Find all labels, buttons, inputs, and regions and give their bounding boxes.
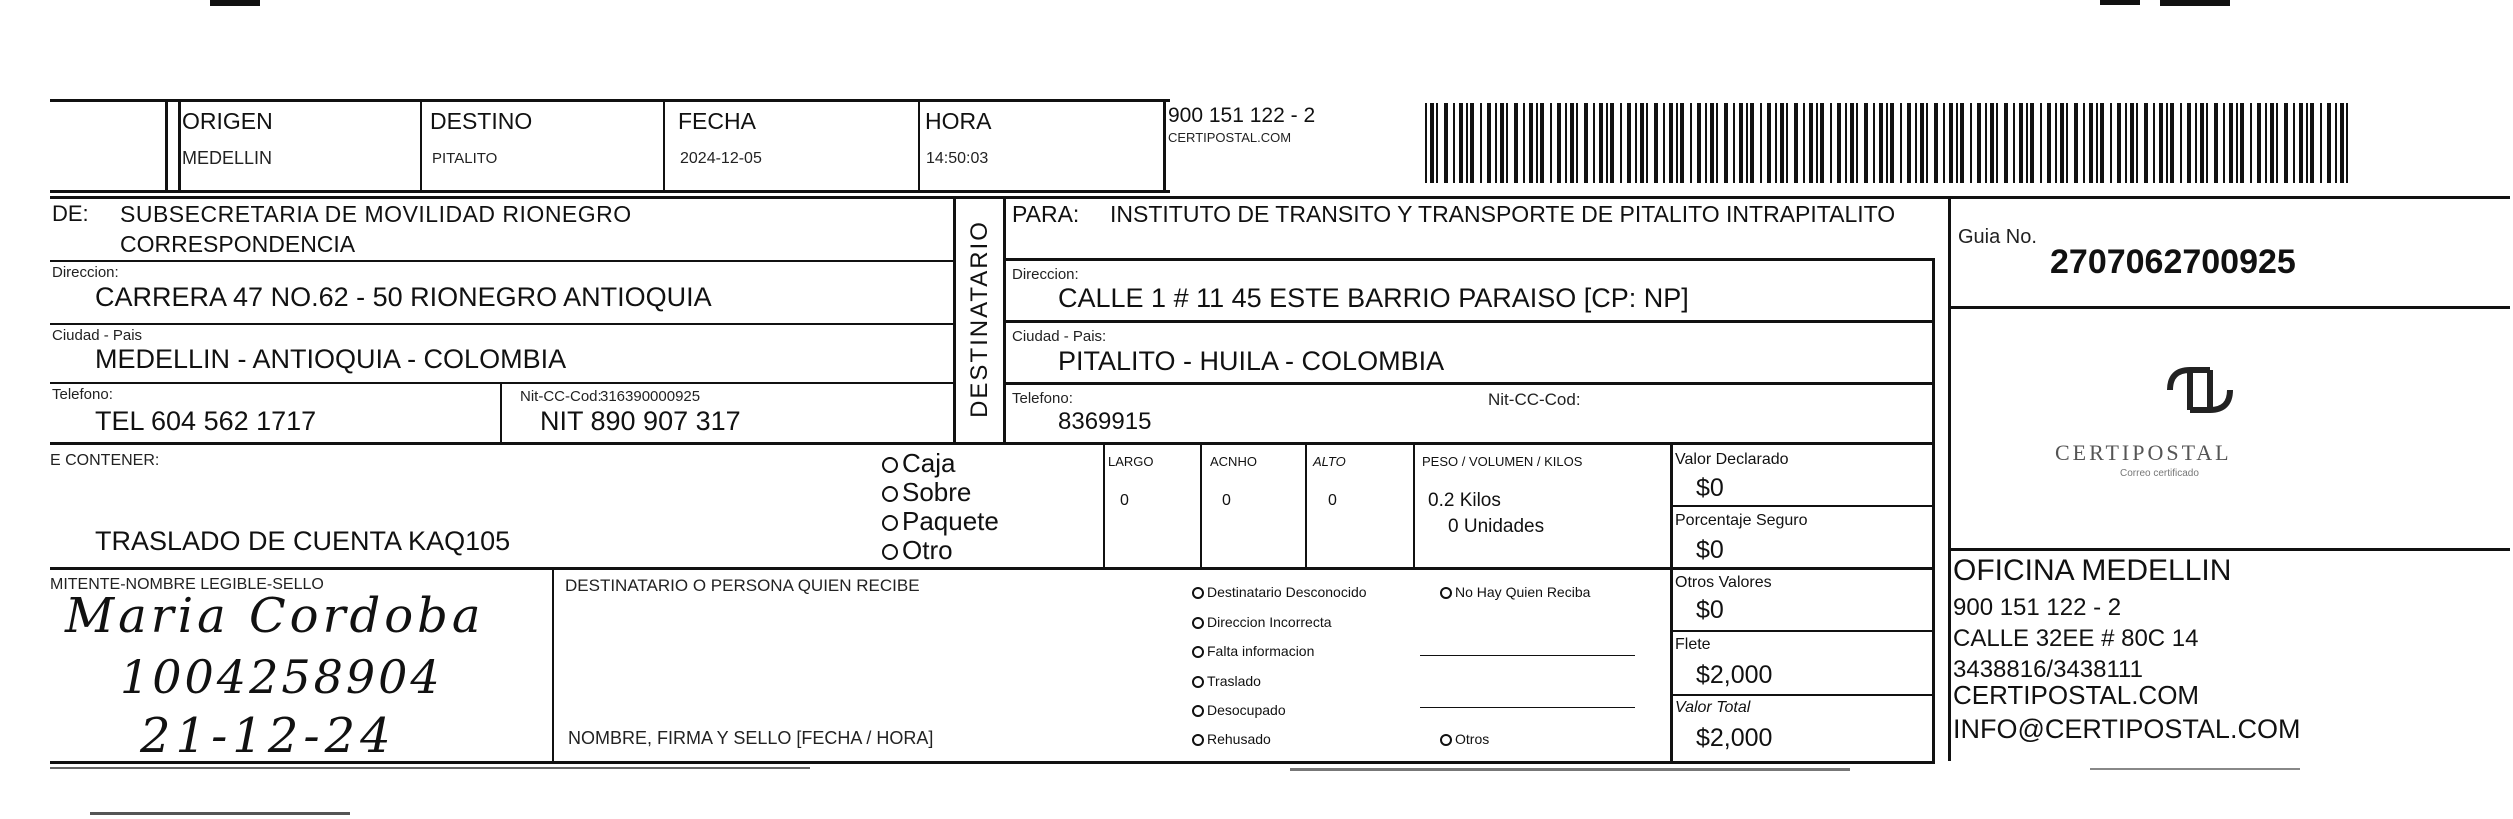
peso-value: 0.2 Kilos (1428, 490, 1501, 511)
remitente-label: MITENTE-NOMBRE LEGIBLE-SELLO (50, 576, 324, 593)
radio-icon (1192, 705, 1204, 717)
sender-address-label: Direccion: (52, 264, 119, 281)
barcode-bar (1506, 103, 1508, 183)
barcode-bar (1680, 103, 1684, 183)
barcode-bar (1663, 103, 1665, 183)
barcode-bar (2159, 103, 2163, 183)
alto-value: 0 (1328, 492, 1337, 509)
barcode-bar (1775, 103, 1777, 183)
barcode-bar (2170, 103, 2174, 183)
guia-box-divider (1948, 306, 2510, 309)
reason-label: Falta informacion (1207, 643, 1315, 659)
reason-label: Destinatario Desconocido (1207, 584, 1367, 600)
barcode-bar (1820, 103, 1824, 183)
reason-direccion-incorrecta[interactable] (1192, 614, 1332, 630)
values-divider (1670, 630, 1935, 632)
header-top-border (50, 99, 1170, 102)
sender-row-divider (50, 323, 955, 325)
barcode-bar (1990, 103, 1994, 183)
guia-box-top (1950, 196, 2510, 199)
header-bottom-border (50, 190, 1170, 193)
barcode-bar (1620, 103, 1622, 183)
scan-mark (50, 767, 810, 769)
barcode-bar (2074, 103, 2078, 183)
barcode-bar (1907, 103, 1911, 183)
barcode-bar (1495, 103, 1497, 183)
barcode-bar (1599, 103, 1603, 183)
barcode-bar (1487, 103, 1491, 183)
dim-divider (1670, 444, 1673, 764)
barcode-bar (2026, 103, 2028, 183)
recipient-address: CALLE 1 # 11 45 ESTE BARRIO PARAISO [CP: NP] (1058, 283, 1689, 313)
barcode-bar (1459, 103, 1463, 183)
barcode-bar (1934, 103, 1938, 183)
barcode-bar (2040, 103, 2042, 183)
barcode-bar (1850, 103, 1854, 183)
seguro-label: Porcentaje Seguro (1675, 512, 1808, 529)
declarado-label: Valor Declarado (1675, 451, 1789, 468)
option-sobre[interactable] (882, 477, 971, 508)
sender-address: CARRERA 47 NO.62 - 50 RIONEGRO ANTIOQUIA (95, 282, 712, 312)
barcode-bar (1466, 103, 1468, 183)
barcode-bar (2089, 103, 2093, 183)
barcode-bar (1430, 103, 1434, 183)
recipient-nit-label: Nit-CC-Cod: (1488, 390, 1581, 409)
barcode-bar (2066, 103, 2068, 183)
sender-nit-code: 316390000925 (600, 388, 701, 405)
barcode-bar (2270, 103, 2274, 183)
total-value: $2,000 (1696, 724, 1773, 752)
barcode-bar (1690, 103, 1692, 183)
radio-icon (1192, 734, 1204, 746)
company-web: CERTIPOSTAL.COM (1168, 130, 1292, 145)
otros-label: Otros Valores (1675, 574, 1772, 591)
ancho-label: ACNHO (1210, 454, 1257, 469)
barcode-bar (1646, 103, 1648, 183)
barcode-bar (1845, 103, 1847, 183)
certipostal-logo-icon (2160, 360, 2240, 420)
sender-nit-label: Nit-CC-Cod: (520, 388, 602, 405)
para-label: PARA: (1012, 201, 1080, 227)
sender-phone: TEL 604 562 1717 (95, 406, 317, 436)
barcode-bar (1943, 103, 1945, 183)
scan-mark (2090, 768, 2300, 770)
barcode-bar (2110, 103, 2112, 183)
barcode-bar (1654, 103, 1658, 183)
reason-label: Direccion Incorrecta (1207, 614, 1332, 630)
barcode-bar (1593, 103, 1595, 183)
logo-tagline: Correo certificado (2120, 468, 2199, 479)
barcode-bar (1733, 103, 1735, 183)
sender-phone-label: Telefono: (52, 386, 113, 403)
barcode-bar (1750, 103, 1754, 183)
barcode-bar (1949, 103, 1953, 183)
barcode-bar (2320, 103, 2322, 183)
radio-icon (882, 486, 898, 502)
barcode-bar (1540, 103, 1544, 183)
office-phones: 3438816/3438111 (1953, 656, 2143, 683)
largo-value: 0 (1120, 492, 1129, 509)
barcode-bar (1956, 103, 1958, 183)
barcode-bar (2335, 103, 2337, 183)
remitente-divider (552, 567, 554, 764)
barcode-bar (1724, 103, 1728, 183)
option-label: Caja (902, 448, 956, 478)
nit-divider (500, 382, 502, 444)
largo-label: LARGO (1108, 454, 1154, 469)
radio-icon (1440, 587, 1452, 599)
reason-destinatario-desconocido[interactable] (1192, 584, 1367, 600)
sender-city: MEDELLIN - ANTIOQUIA - COLOMBIA (95, 344, 567, 374)
barcode-bar (1697, 103, 1701, 183)
scan-mark (90, 812, 350, 815)
values-right-border (1932, 444, 1935, 764)
barcode-bar (1970, 103, 1972, 183)
barcode-bar (2153, 103, 2155, 183)
destino-label: DESTINO (430, 108, 533, 134)
barcode-bar (2117, 103, 2121, 183)
barcode-bar (1760, 103, 1762, 183)
office-address: CALLE 32EE # 80C 14 (1953, 625, 2199, 652)
recipient-phone-label: Telefono: (1012, 390, 1073, 407)
barcode-bar (2096, 103, 2098, 183)
barcode-bar (2276, 103, 2278, 183)
barcode-bar (2206, 103, 2208, 183)
barcode-bar (1803, 103, 1805, 183)
reason-otros[interactable] (1440, 731, 1489, 747)
barcode-bar (2060, 103, 2064, 183)
barcode-bar (1960, 103, 1964, 183)
barcode-bar (1809, 103, 1813, 183)
barcode-bar (2310, 103, 2314, 183)
sender-right-border (953, 196, 956, 444)
dim-divider (1413, 444, 1415, 569)
destino-value: PITALITO (432, 150, 498, 167)
sender-name-line1: SUBSECRETARIA DE MOVILIDAD RIONEGRO (120, 201, 632, 227)
radio-icon (882, 515, 898, 531)
barcode-bar (1436, 103, 1438, 183)
barcode-bar (1780, 103, 1784, 183)
reason-label: Otros (1455, 731, 1490, 747)
barcode-bar (1627, 103, 1631, 183)
office-email: INFO@CERTIPOSTAL.COM (1953, 714, 2301, 744)
destinatario-vertical-label: DESTINATARIO (966, 220, 993, 418)
handwritten-name: Maria Cordoba (65, 588, 485, 644)
barcode-bar (1444, 103, 1448, 183)
sender-row-divider (50, 382, 955, 384)
barcode-bar (1514, 103, 1518, 183)
radio-icon (1192, 646, 1204, 658)
barcode-bar (1470, 103, 1474, 183)
barcode-bar (1746, 103, 1748, 183)
sender-top-border (50, 196, 2150, 199)
receiver-footer: NOMBRE, FIRMA Y SELLO [FECHA / HORA] (568, 728, 934, 748)
seguro-value: $0 (1696, 536, 1724, 564)
barcode-bar (2187, 103, 2191, 183)
contents-bottom-border (50, 567, 1935, 570)
barcode-bar (2195, 103, 2197, 183)
barcode-bar (1856, 103, 1858, 183)
option-caja[interactable] (882, 448, 955, 479)
dim-divider (1103, 444, 1105, 569)
barcode-bar (1879, 103, 1883, 183)
total-label: Valor Total (1675, 699, 1751, 716)
barcode-bar (1425, 103, 1427, 183)
handwritten-date: 21-12-24 (140, 708, 396, 764)
barcode-bar (1816, 103, 1818, 183)
recipient-address-label: Direccion: (1012, 266, 1079, 283)
reason-label: Desocupado (1207, 702, 1286, 718)
barcode-bar (1767, 103, 1771, 183)
option-otro[interactable] (882, 535, 953, 566)
barcode-bar (2180, 103, 2182, 183)
barcode-bar (2083, 103, 2085, 183)
barcode-bar (1794, 103, 1798, 183)
barcode-bar (2265, 103, 2267, 183)
origen-label: ORIGEN (182, 108, 273, 134)
sender-row-divider (50, 260, 955, 262)
guia-label: Guia No. (1958, 226, 2037, 248)
barcode-bar (2346, 103, 2348, 183)
contents-label: E CONTENER: (50, 452, 160, 469)
barcode-bar (1915, 103, 1917, 183)
barcode-bar (1710, 103, 1714, 183)
recipient-row-divider (1003, 320, 1935, 323)
barcode-bar (1606, 103, 1608, 183)
option-label: Otro (902, 535, 953, 565)
radio-icon (1192, 676, 1204, 688)
barcode (1425, 103, 2355, 183)
barcode-bar (2229, 103, 2233, 183)
barcode-bar (1739, 103, 1743, 183)
barcode-bar (2004, 103, 2008, 183)
barcode-bar (2293, 103, 2295, 183)
de-label: DE: (52, 201, 89, 226)
barcode-bar (1584, 103, 1588, 183)
barcode-bar (2136, 103, 2138, 183)
blank-line (1420, 655, 1635, 656)
reason-label: Rehusado (1207, 731, 1271, 747)
values-bottom-border (1670, 761, 1935, 764)
barcode-bar (1570, 103, 1574, 183)
barcode-bar (1676, 103, 1678, 183)
company-nit: 900 151 122 - 2 (1168, 104, 1316, 127)
contents-description: TRASLADO DE CUENTA KAQ105 (95, 526, 511, 556)
barcode-bar (2327, 103, 2331, 183)
reason-desocupado[interactable] (1192, 702, 1286, 718)
hora-value: 14:50:03 (926, 150, 989, 167)
scan-mark (2100, 0, 2140, 5)
office-divider (1948, 548, 2510, 551)
values-divider (1670, 505, 1935, 507)
barcode-bar (1837, 103, 1841, 183)
flete-value: $2,000 (1696, 661, 1773, 689)
barcode-bar (1716, 103, 1718, 183)
recipient-row-divider (1003, 258, 1935, 261)
office-name: OFICINA MEDELLIN (1953, 554, 2232, 587)
barcode-bar (2257, 103, 2261, 183)
barcode-bar (1550, 103, 1552, 183)
peso-label: PESO / VOLUMEN / KILOS (1422, 454, 1583, 469)
barcode-bar (2240, 103, 2244, 183)
fecha-label: FECHA (678, 108, 756, 134)
dim-divider (1200, 444, 1202, 569)
reason-label: No Hay Quien Reciba (1455, 584, 1591, 600)
reason-traslado[interactable] (1192, 673, 1261, 689)
barcode-bar (1886, 103, 1888, 183)
barcode-bar (1576, 103, 1578, 183)
radio-icon (882, 457, 898, 473)
guia-number: 2707062700925 (2050, 243, 2296, 281)
barcode-bar (1900, 103, 1902, 183)
receiver-label: DESTINATARIO O PERSONA QUIEN RECIBE (565, 576, 920, 595)
recipient-name: INSTITUTO DE TRANSITO Y TRANSPORTE DE PITALITO INTRAPITALITO (1110, 201, 1896, 227)
header-divider (918, 99, 920, 193)
radio-icon (1440, 734, 1452, 746)
recipient-city: PITALITO - HUILA - COLOMBIA (1058, 346, 1445, 376)
barcode-bar (2030, 103, 2034, 183)
scan-mark (2160, 0, 2230, 6)
barcode-bar (2340, 103, 2344, 183)
barcode-bar (2055, 103, 2057, 183)
barcode-bar (2284, 103, 2288, 183)
barcode-bar (2214, 103, 2218, 183)
reason-rehusado[interactable] (1192, 731, 1271, 747)
barcode-bar (1557, 103, 1561, 183)
barcode-bar (1500, 103, 1504, 183)
barcode-bar (2130, 103, 2134, 183)
header-divider (178, 99, 181, 193)
declarado-value: $0 (1696, 474, 1724, 502)
logo-text: CERTIPOSTAL (2055, 440, 2232, 465)
scan-mark (1290, 768, 1850, 771)
barcode-bar (1705, 103, 1707, 183)
header-divider (165, 99, 168, 193)
origen-value: MEDELLIN (182, 148, 273, 168)
barcode-bar (1926, 103, 1928, 183)
recipient-city-label: Ciudad - Pais: (1012, 328, 1107, 345)
barcode-bar (1453, 103, 1455, 183)
barcode-bar (1873, 103, 1875, 183)
header-divider (1163, 99, 1166, 193)
hora-label: HORA (925, 108, 992, 134)
guia-box-left (1948, 196, 1951, 761)
barcode-bar (2200, 103, 2204, 183)
alto-label: ALTO (1313, 454, 1346, 469)
barcode-bar (2019, 103, 2023, 183)
barcode-bar (2166, 103, 2168, 183)
sender-name-line2: CORRESPONDENCIA (120, 231, 356, 257)
barcode-bar (2144, 103, 2148, 183)
recipient-row-divider (1003, 382, 1935, 385)
barcode-bar (1977, 103, 1981, 183)
barcode-bar (1480, 103, 1482, 183)
ancho-value: 0 (1222, 492, 1231, 509)
barcode-bar (2299, 103, 2303, 183)
sender-nit: NIT 890 907 317 (540, 406, 741, 436)
barcode-bar (1920, 103, 1924, 183)
blank-line (1420, 707, 1635, 708)
barcode-bar (1996, 103, 1998, 183)
barcode-bar (1610, 103, 1614, 183)
handwritten-id: 1004258904 (120, 650, 443, 704)
barcode-bar (2306, 103, 2308, 183)
reason-no-hay-quien-reciba[interactable] (1440, 584, 1590, 600)
option-paquete[interactable] (882, 506, 999, 537)
office-web: CERTIPOSTAL.COM (1953, 680, 2200, 710)
barcode-bar (1529, 103, 1533, 183)
otros-value: $0 (1696, 596, 1724, 624)
recipient-phone: 8369915 (1058, 408, 1152, 435)
dim-divider (1305, 444, 1307, 569)
barcode-bar (1830, 103, 1832, 183)
barcode-bar (2100, 103, 2104, 183)
barcode-bar (2047, 103, 2051, 183)
sender-row-divider (50, 442, 1935, 445)
barcode-bar (1864, 103, 1868, 183)
radio-icon (1192, 587, 1204, 599)
barcode-bar (2013, 103, 2015, 183)
barcode-bar (2236, 103, 2238, 183)
unidades-value: 0 Unidades (1448, 516, 1545, 537)
header-divider (420, 99, 422, 193)
flete-label: Flete (1675, 636, 1711, 653)
barcode-bar (1640, 103, 1644, 183)
barcode-bar (2223, 103, 2225, 183)
office-nit: 900 151 122 - 2 (1953, 594, 2122, 621)
radio-icon (1192, 617, 1204, 629)
reason-label: Traslado (1207, 673, 1261, 689)
recipient-right-border (1932, 258, 1935, 444)
barcode-bar (1523, 103, 1525, 183)
scan-mark (210, 0, 260, 6)
header-divider (663, 99, 665, 193)
barcode-bar (1786, 103, 1788, 183)
barcode-bar (1669, 103, 1673, 183)
option-label: Sobre (902, 477, 972, 507)
barcode-bar (1635, 103, 1637, 183)
barcode-bar (2125, 103, 2127, 183)
radio-icon (882, 544, 898, 560)
barcode-bar (1565, 103, 1567, 183)
barcode-bar (1890, 103, 1894, 183)
values-divider (1670, 694, 1935, 696)
fecha-value: 2024-12-05 (680, 150, 762, 167)
option-label: Paquete (902, 506, 999, 536)
barcode-bar (1985, 103, 1987, 183)
barcode-bar (2250, 103, 2252, 183)
sender-city-label: Ciudad - Pais (52, 327, 143, 344)
barcode-bar (1536, 103, 1538, 183)
reason-falta-informacion[interactable] (1192, 643, 1314, 659)
